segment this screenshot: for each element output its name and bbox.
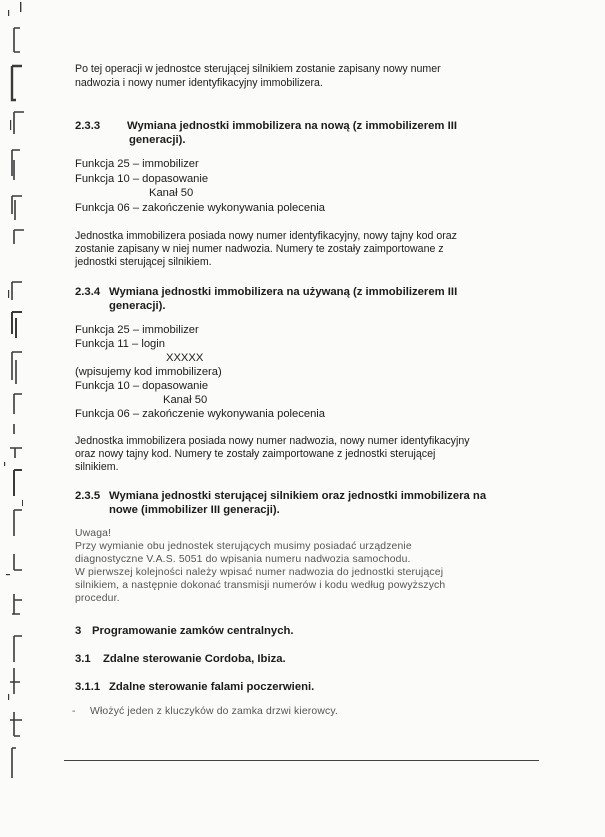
section-number: 2.3.3: [75, 120, 101, 132]
section-2-3-4-heading: [75, 285, 525, 313]
section-title: Zdalne sterowanie falami poczerwieni.: [109, 681, 315, 693]
section-number: 2.3.4: [75, 286, 101, 298]
intro-line-2: nadwozia i nowy numer identyfikacyjny immobilizera.: [75, 77, 323, 89]
section-number: 3.1.1: [75, 681, 101, 693]
code-hint: (wpisujemy kod immobilizera): [75, 366, 222, 378]
bullet-item: [72, 706, 338, 719]
bullet-text: Włożyć jeden z kluczyków do zamka drzwi kierowcy.: [90, 706, 338, 717]
section-number: 3: [75, 625, 82, 637]
section-title: Zdalne sterowanie Cordoba, Ibiza.: [103, 653, 286, 665]
section-title: Wymiana jednostki immobilizera na nową (z immobilizerem III: [127, 120, 457, 132]
section-title: Wymiana jednostki immobilizera na używaną (z immobilizerem III: [109, 286, 458, 298]
binder-hole-marks: [0, 0, 48, 837]
bullet-dash: -: [72, 706, 76, 717]
note-line: silnikiem, a następnie dokonać transmisji numerów i kodu według powyższych: [75, 580, 446, 591]
paragraph-line: jednostki sterującej silnikiem.: [75, 256, 212, 268]
function-line: Funkcja 11 – login: [75, 338, 165, 350]
footer-rule: [64, 760, 539, 761]
note-line: diagnostyczne V.A.S. 5051 do wpisania numeru nadwozia samochodu.: [75, 554, 411, 565]
section-title: Wymiana jednostki sterującej silnikiem oraz jednostki immobilizera na: [109, 490, 487, 502]
note-line: Przy wymianie obu jednostek sterujących musimy posiadać urządzenie: [75, 541, 412, 552]
section-2-3-3-heading: [75, 119, 525, 147]
note-heading: Uwaga!: [75, 528, 112, 539]
section-3-1-1-heading: [75, 680, 525, 694]
section-title-cont: generacji).: [109, 300, 166, 312]
function-line: Funkcja 06 – zakończenie wykonywania polecenia: [75, 408, 326, 420]
function-line: Funkcja 06 – zakończenie wykonywania polecenia: [75, 202, 326, 214]
section-number: 2.3.5: [75, 490, 101, 502]
note-line: procedur.: [75, 593, 120, 604]
intro-line-1: Po tej operacji w jednostce sterującej silnikiem zostanie zapisany nowy numer: [75, 63, 441, 75]
paragraph-line: Jednostka immobilizera posiada nowy numer identyfikacyjny, nowy tajny kod oraz: [75, 230, 457, 242]
paragraph-line: oraz nowy tajny kod. Numery te zostały zaimportowane z jednostki sterującej: [75, 448, 436, 460]
function-line: Funkcja 25 – immobilizer: [75, 324, 199, 336]
channel-line: Kanał 50: [163, 394, 208, 406]
paragraph-line: Jednostka immobilizera posiada nowy numer nadwozia, nowy numer identyfikacyjny: [75, 435, 470, 447]
section-2-3-5-heading: [75, 489, 535, 517]
note-line: W pierwszej kolejności należy wpisać numer nadwozia do jednostki sterującej: [75, 567, 444, 578]
channel-line: Kanał 50: [149, 187, 194, 199]
section-title: Programowanie zamków centralnych.: [92, 625, 294, 637]
paragraph-line: zostanie zapisany w niej numer nadwozia. Numery te zostały zaimportowane z: [75, 243, 444, 255]
section-title-cont: nowe (immobilizer III generacji).: [109, 504, 280, 516]
paragraph-line: silnikiem.: [75, 461, 119, 473]
section-3-heading: [75, 624, 525, 638]
function-line: Funkcja 25 – immobilizer: [75, 158, 199, 170]
section-number: 3.1: [75, 653, 91, 665]
function-line: Funkcja 10 – dopasowanie: [75, 380, 209, 392]
section-title-cont: generacji).: [129, 134, 186, 146]
footer-text-cutoff: [140, 768, 520, 774]
function-line: Funkcja 10 – dopasowanie: [75, 173, 209, 185]
login-code: XXXXX: [166, 352, 204, 364]
section-3-1-heading: [75, 652, 525, 666]
